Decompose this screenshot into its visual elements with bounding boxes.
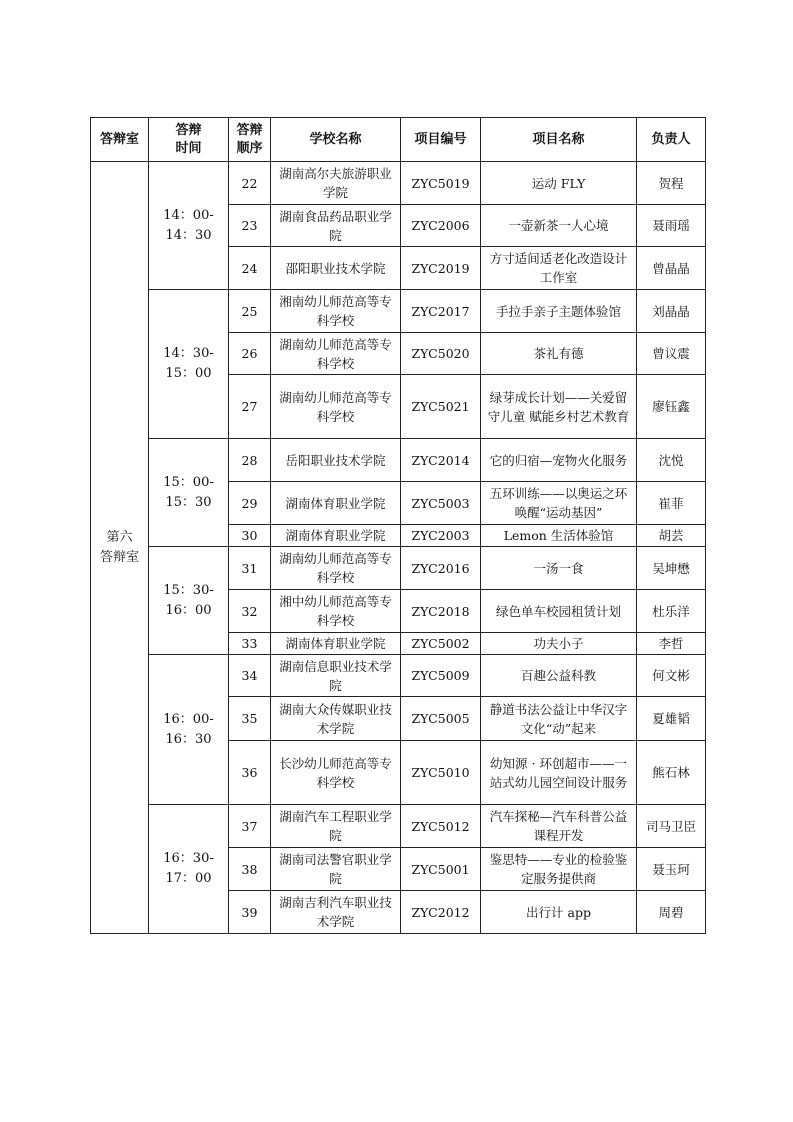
school-cell: 长沙幼儿师范高等专科学校	[271, 741, 401, 805]
time-slot-cell: 14：00- 14：30	[149, 162, 229, 290]
time-slot-cell: 16：00- 16：30	[149, 655, 229, 805]
code-cell: ZYC5021	[401, 375, 481, 439]
school-cell: 湖南幼儿师范高等专科学校	[271, 375, 401, 439]
leader-cell: 曾晶晶	[637, 247, 706, 290]
leader-cell: 崔菲	[637, 482, 706, 525]
order-cell: 22	[229, 162, 271, 205]
school-cell: 岳阳职业技术学院	[271, 439, 401, 482]
header-room: 答辩室	[91, 118, 149, 162]
school-cell: 湖南吉利汽车职业技术学院	[271, 891, 401, 934]
project-cell: 功夫小子	[481, 633, 637, 655]
project-cell: 方寸适间适老化改造设计工作室	[481, 247, 637, 290]
code-cell: ZYC2012	[401, 891, 481, 934]
order-cell: 29	[229, 482, 271, 525]
code-cell: ZYC5009	[401, 655, 481, 697]
header-project: 项目名称	[481, 118, 637, 162]
table-row	[91, 290, 706, 333]
code-cell: ZYC2019	[401, 247, 481, 290]
room-cell: 第六 答辩室	[91, 162, 149, 934]
school-cell: 湖南体育职业学院	[271, 633, 401, 655]
order-cell: 34	[229, 655, 271, 697]
project-cell: 茶礼有德	[481, 333, 637, 375]
time-slot-cell: 15：00- 15：30	[149, 439, 229, 547]
leader-cell: 杜乐洋	[637, 590, 706, 633]
leader-cell: 刘晶晶	[637, 290, 706, 333]
leader-cell: 吴坤懋	[637, 547, 706, 590]
code-cell: ZYC2017	[401, 290, 481, 333]
project-cell: 一汤一食	[481, 547, 637, 590]
school-cell: 湖南司法警官职业学院	[271, 848, 401, 891]
project-cell: 运动 FLY	[481, 162, 637, 205]
school-cell: 湖南体育职业学院	[271, 482, 401, 525]
order-cell: 31	[229, 547, 271, 590]
school-cell: 湖南信息职业技术学院	[271, 655, 401, 697]
table-row	[91, 655, 706, 697]
order-cell: 26	[229, 333, 271, 375]
school-cell: 湘中幼儿师范高等专科学校	[271, 590, 401, 633]
order-cell: 36	[229, 741, 271, 805]
code-cell: ZYC5010	[401, 741, 481, 805]
leader-cell: 周碧	[637, 891, 706, 934]
leader-cell: 聂玉珂	[637, 848, 706, 891]
time-slot-cell: 15：30- 16：00	[149, 547, 229, 655]
project-cell: 出行计 app	[481, 891, 637, 934]
leader-cell: 夏雄韬	[637, 697, 706, 741]
school-cell: 湖南体育职业学院	[271, 525, 401, 547]
project-cell: 汽车探秘—汽车科普公益课程开发	[481, 805, 637, 848]
order-cell: 32	[229, 590, 271, 633]
order-cell: 38	[229, 848, 271, 891]
school-cell: 邵阳职业技术学院	[271, 247, 401, 290]
code-cell: ZYC2006	[401, 205, 481, 247]
defense-schedule-table	[90, 117, 706, 934]
order-cell: 28	[229, 439, 271, 482]
project-cell: 百趣公益科教	[481, 655, 637, 697]
project-cell: 绿芽成长计划——关爱留守儿童 赋能乡村艺术教育	[481, 375, 637, 439]
order-cell: 39	[229, 891, 271, 934]
school-cell: 湖南汽车工程职业学院	[271, 805, 401, 848]
order-cell: 30	[229, 525, 271, 547]
project-cell: Lemon 生活体验馆	[481, 525, 637, 547]
project-cell: 幼知源 · 环创超市——一站式幼儿园空间设计服务	[481, 741, 637, 805]
leader-cell: 司马卫臣	[637, 805, 706, 848]
leader-cell: 熊石林	[637, 741, 706, 805]
leader-cell: 廖钰鑫	[637, 375, 706, 439]
header-school: 学校名称	[271, 118, 401, 162]
code-cell: ZYC2016	[401, 547, 481, 590]
project-cell: 它的归宿—宠物火化服务	[481, 439, 637, 482]
order-cell: 33	[229, 633, 271, 655]
project-cell: 静道书法公益让中华汉字文化“动”起来	[481, 697, 637, 741]
code-cell: ZYC2014	[401, 439, 481, 482]
code-cell: ZYC5002	[401, 633, 481, 655]
order-cell: 27	[229, 375, 271, 439]
time-slot-cell: 14：30- 15：00	[149, 290, 229, 439]
school-cell: 湖南幼儿师范高等专科学校	[271, 547, 401, 590]
school-cell: 湖南食品药品职业学院	[271, 205, 401, 247]
school-cell: 湖南高尔夫旅游职业学院	[271, 162, 401, 205]
order-cell: 37	[229, 805, 271, 848]
order-cell: 24	[229, 247, 271, 290]
leader-cell: 胡芸	[637, 525, 706, 547]
project-cell: 手拉手亲子主题体验馆	[481, 290, 637, 333]
code-cell: ZYC2003	[401, 525, 481, 547]
school-cell: 湖南幼儿师范高等专科学校	[271, 333, 401, 375]
leader-cell: 曾议震	[637, 333, 706, 375]
header-code: 项目编号	[401, 118, 481, 162]
code-cell: ZYC5005	[401, 697, 481, 741]
code-cell: ZYC5001	[401, 848, 481, 891]
table-row	[91, 547, 706, 590]
code-cell: ZYC5019	[401, 162, 481, 205]
code-cell: ZYC5012	[401, 805, 481, 848]
time-slot-cell: 16：30- 17：00	[149, 805, 229, 934]
leader-cell: 何文彬	[637, 655, 706, 697]
leader-cell: 李哲	[637, 633, 706, 655]
project-cell: 鉴思特——专业的检验鉴定服务提供商	[481, 848, 637, 891]
header-row	[91, 118, 706, 162]
header-order: 答辩 顺序	[229, 118, 271, 162]
project-cell: 一壶新茶一人心境	[481, 205, 637, 247]
school-cell: 湖南大众传媒职业技术学院	[271, 697, 401, 741]
table-row	[91, 162, 706, 205]
project-cell: 五环训练——以奥运之环唤醒“运动基因”	[481, 482, 637, 525]
project-cell: 绿色单车校园租赁计划	[481, 590, 637, 633]
leader-cell: 贺程	[637, 162, 706, 205]
code-cell: ZYC2018	[401, 590, 481, 633]
table-row	[91, 805, 706, 848]
header-time: 答辩 时间	[149, 118, 229, 162]
code-cell: ZYC5020	[401, 333, 481, 375]
header-leader: 负责人	[637, 118, 706, 162]
order-cell: 23	[229, 205, 271, 247]
leader-cell: 沈悦	[637, 439, 706, 482]
order-cell: 35	[229, 697, 271, 741]
leader-cell: 聂雨瑶	[637, 205, 706, 247]
order-cell: 25	[229, 290, 271, 333]
code-cell: ZYC5003	[401, 482, 481, 525]
school-cell: 湘南幼儿师范高等专科学校	[271, 290, 401, 333]
table-row	[91, 439, 706, 482]
